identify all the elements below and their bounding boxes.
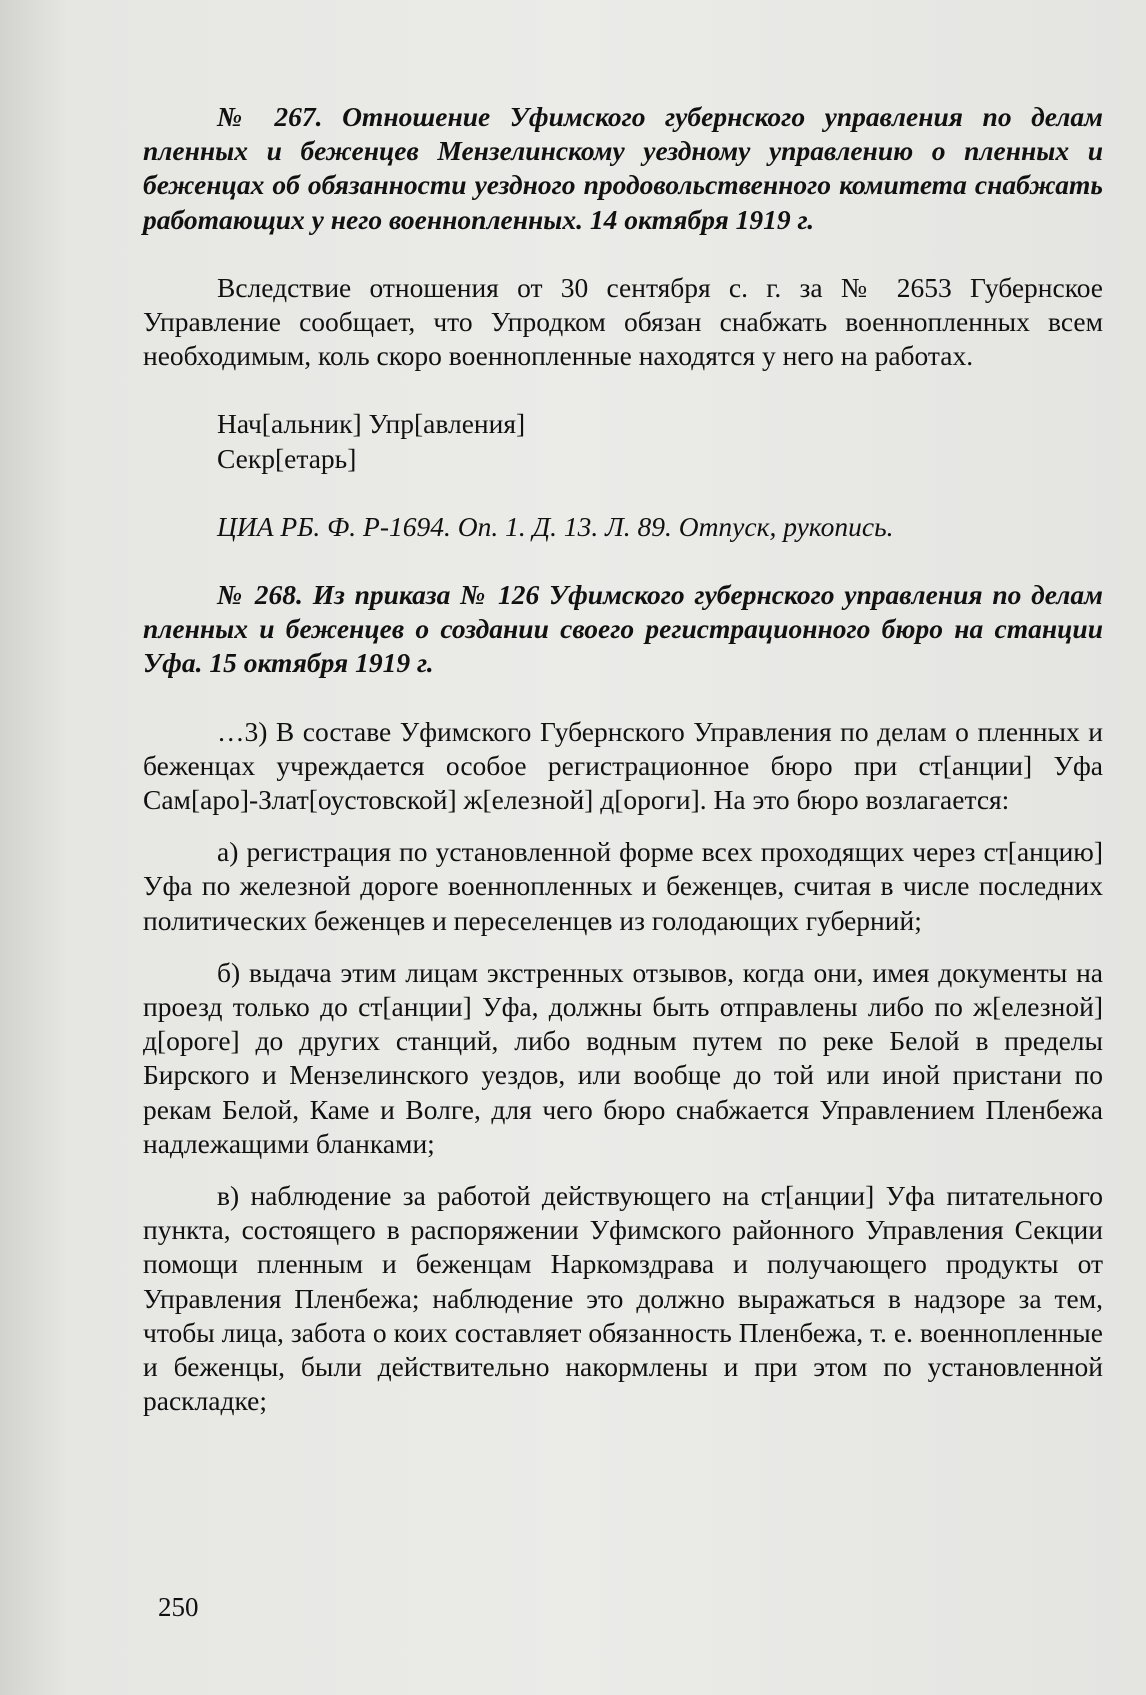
document-268-paragraph: в) наблюдение за работой действующего на ст[анции] Уфа питательного пункта, состоящего в распоряжении Уфимского районного Управления Секции помощи пленным и беженцам Наркомздрава и получающего продукты от Управления Пленбежа; наблюдение это должно выражаться в надзоре за тем, чтобы лица, забота о коих составляет обязанность Пленбежа, т. е. военнопленные и беженцы, были действительно накормлены и при этом по установленной раскладке; [143, 1180, 1103, 1417]
page-content [143, 100, 1103, 1419]
document-268-paragraph: б) выдача этим лицам экстренных отзывов, когда они, имея документы на проезд только до ст[анции] Уфа, должны быть отправлены либо по ж[елезной] д[ороге] до других станций, либо водным путем по реке Белой в пределы Бирского и Мензелинского уездов, или вообще до той или иной пристани по рекам Белой, Каме и Волге, для чего бюро снабжается Управлением Пленбежа надлежащими бланками; [143, 956, 1103, 1159]
document-268-paragraph: а) регистрация по установленной форме всех проходящих через ст[анцию] Уфа по железной дороге военнопленных и беженцев, считая в числе последних политических беженцев и переселенцев из голодающих губерний; [143, 836, 1103, 936]
document-267-body: Вследствие отношения от 30 сентября с. г. за № 2653 Губернское Управление сообщает, что Упродком обязан снабжать военнопленных всем необходимым, коль скоро военнопленные находятся у него на работах. [143, 271, 1103, 372]
signature-secretary: Секр[етарь] [217, 442, 357, 474]
signature-head: Нач[альник] Упр[авления] [217, 408, 526, 440]
page-number: 250 [158, 1592, 199, 1622]
document-268-paragraph: …3) В составе Уфимского Губернского Управления по делам о пленных и беженцах учреждается особое регистрационное бюро при ст[анции] Уфа Сам[аро]-Злат[оустовской] ж[елезной] д[ороги]. На это бюро возлагается: [143, 715, 1103, 816]
document-268-title: № 268. Из приказа № 126 Уфимского губернского управления по делам пленных и беженцев о создании своего регистрационного бюро на станции Уфа. 15 октября 1919 г. [143, 579, 1103, 679]
signature-block [143, 407, 1103, 475]
document-267-title: № 267. Отношение Уфимского губернского управления по делам пленных и беженцев Мензелинскому уездному управлению о пленных и беженцах об обязанности уездного продовольственного комитета снабжать работающих у него военнопленных. 14 октября 1919 г. [143, 101, 1103, 235]
archive-source: ЦИА РБ. Ф. Р-1694. Оп. 1. Д. 13. Л. 89. Отпуск, рукопись. [217, 510, 894, 542]
